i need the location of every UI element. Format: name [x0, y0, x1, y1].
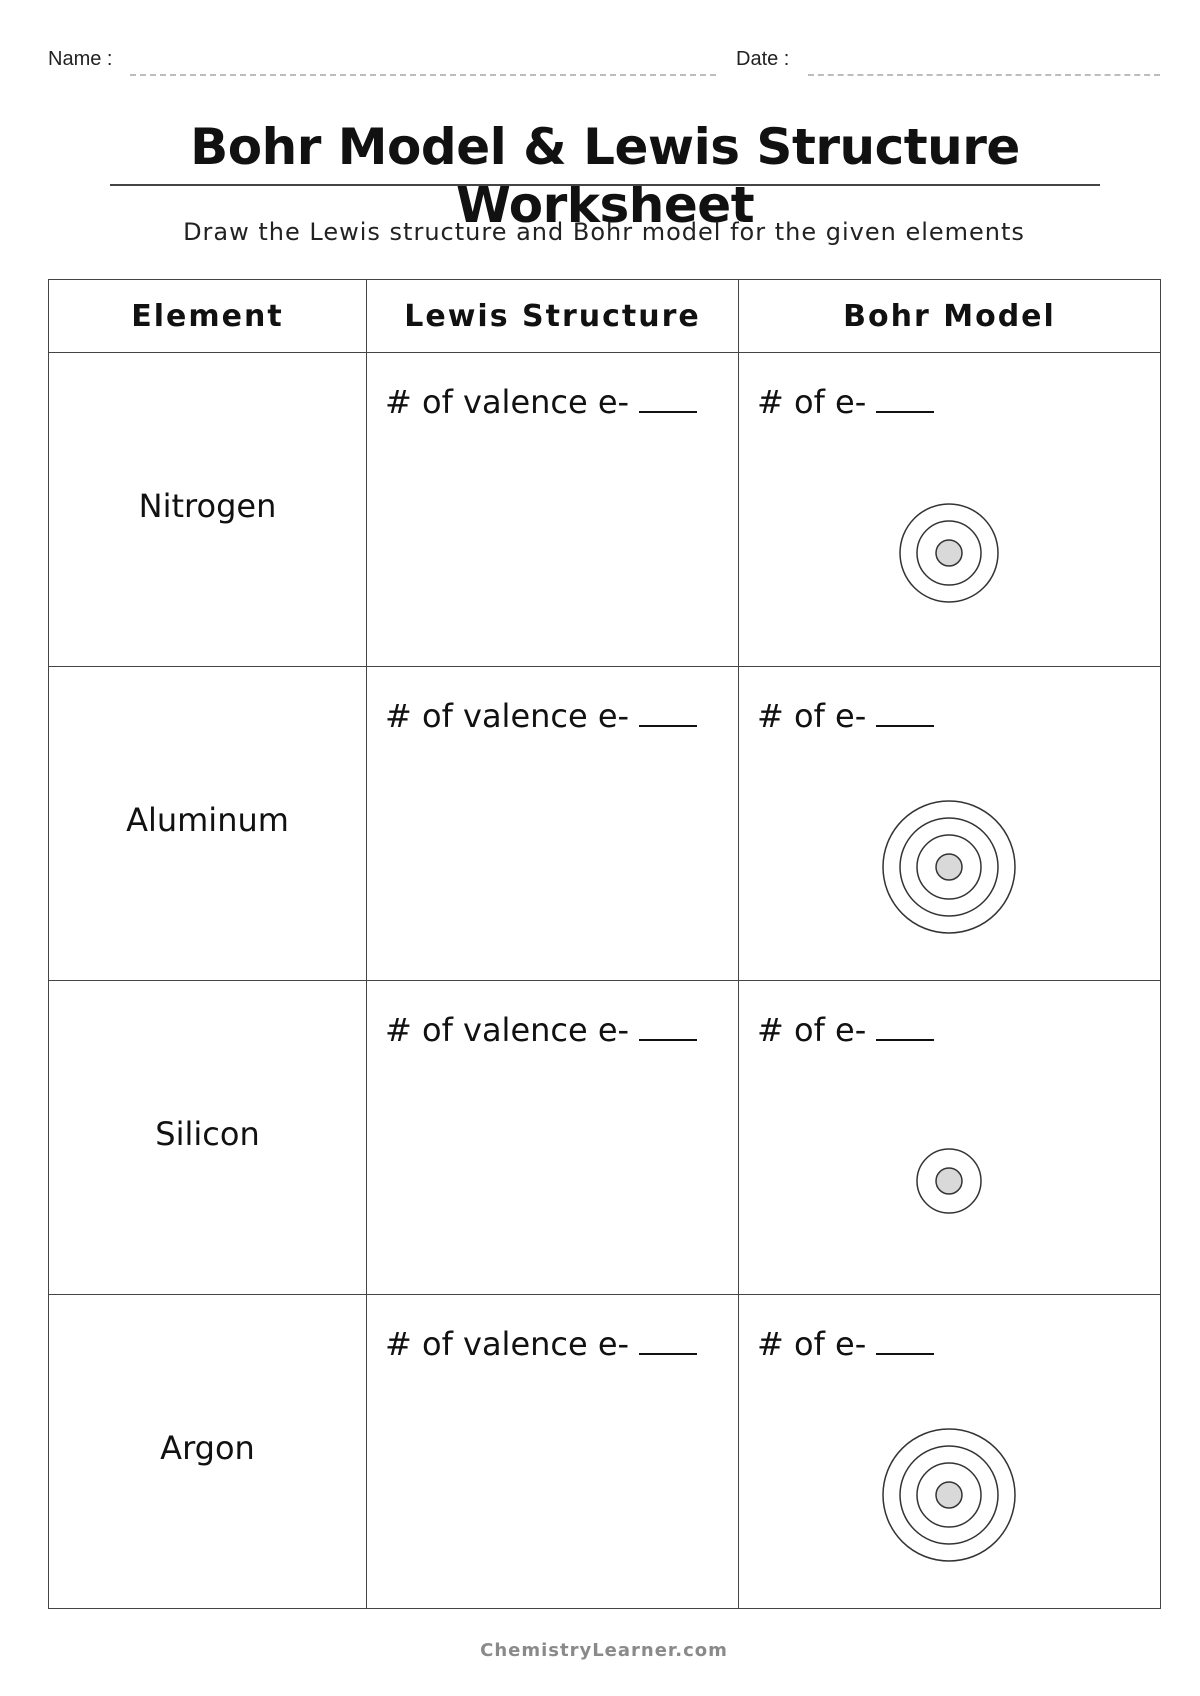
element-name-argon: Argon	[160, 1428, 255, 1467]
valence-electrons-prompt	[385, 1011, 697, 1049]
name-date-row	[48, 44, 1160, 84]
table-row	[49, 667, 1161, 981]
electrons-prompt-text: # of e-	[757, 1325, 867, 1363]
table-row	[49, 981, 1161, 1295]
page-title: Bohr Model & Lewis Structure Worksheet	[190, 118, 1020, 234]
nucleus	[936, 540, 962, 566]
element-cell	[49, 667, 367, 981]
lewis-structure-cell[interactable]	[367, 981, 739, 1295]
nucleus	[936, 1168, 962, 1194]
valence-answer-blank[interactable]	[639, 385, 697, 413]
date-label: Date :	[736, 48, 790, 70]
name-field-line[interactable]	[130, 74, 716, 76]
bohr-diagram-aluminum[interactable]	[739, 667, 1161, 980]
valence-answer-blank[interactable]	[639, 1327, 697, 1355]
column-header-lewis-structure: Lewis Structure	[367, 280, 739, 353]
element-cell	[49, 1295, 367, 1609]
lewis-structure-cell[interactable]	[367, 1295, 739, 1609]
valence-electrons-prompt	[385, 697, 697, 735]
nucleus	[936, 1482, 962, 1508]
element-name-silicon: Silicon	[155, 1114, 260, 1153]
valence-electrons-prompt	[385, 1325, 697, 1363]
worksheet-table	[48, 279, 1161, 1609]
title-underline	[110, 184, 1100, 186]
valence-prompt-text: # of valence e-	[385, 697, 630, 735]
instructions-text: Draw the Lewis structure and Bohr model for the given elements	[183, 218, 1025, 246]
valence-prompt-text: # of valence e-	[385, 383, 630, 421]
table-row	[49, 353, 1161, 667]
date-field-line[interactable]	[808, 74, 1160, 76]
bohr-model-cell[interactable]	[739, 1295, 1161, 1609]
column-header-bohr-model: Bohr Model	[739, 280, 1161, 353]
bohr-model-cell[interactable]	[739, 981, 1161, 1295]
bohr-model-cell[interactable]	[739, 667, 1161, 981]
bohr-diagram-nitrogen[interactable]	[739, 353, 1161, 666]
valence-electrons-prompt	[385, 383, 697, 421]
valence-prompt-text: # of valence e-	[385, 1325, 630, 1363]
table-header-row	[49, 280, 1161, 353]
valence-answer-blank[interactable]	[639, 1013, 697, 1041]
valence-prompt-text: # of valence e-	[385, 1011, 630, 1049]
bohr-diagram-argon[interactable]	[739, 1295, 1161, 1608]
lewis-structure-cell[interactable]	[367, 667, 739, 981]
name-label: Name :	[48, 48, 113, 70]
nucleus	[936, 854, 962, 880]
electrons-prompt-text: # of e-	[757, 383, 867, 421]
electrons-prompt-text: # of e-	[757, 697, 867, 735]
electrons-prompt-text: # of e-	[757, 1011, 867, 1049]
element-name-nitrogen: Nitrogen	[138, 486, 277, 525]
bohr-diagram-silicon[interactable]	[739, 981, 1161, 1294]
lewis-structure-cell[interactable]	[367, 353, 739, 667]
bohr-model-cell[interactable]	[739, 353, 1161, 667]
element-name-aluminum: Aluminum	[126, 800, 289, 839]
element-cell	[49, 353, 367, 667]
column-header-element: Element	[49, 280, 367, 353]
table-row	[49, 1295, 1161, 1609]
valence-answer-blank[interactable]	[639, 699, 697, 727]
element-cell	[49, 981, 367, 1295]
footer-brand: ChemistryLearner.com	[480, 1640, 728, 1661]
